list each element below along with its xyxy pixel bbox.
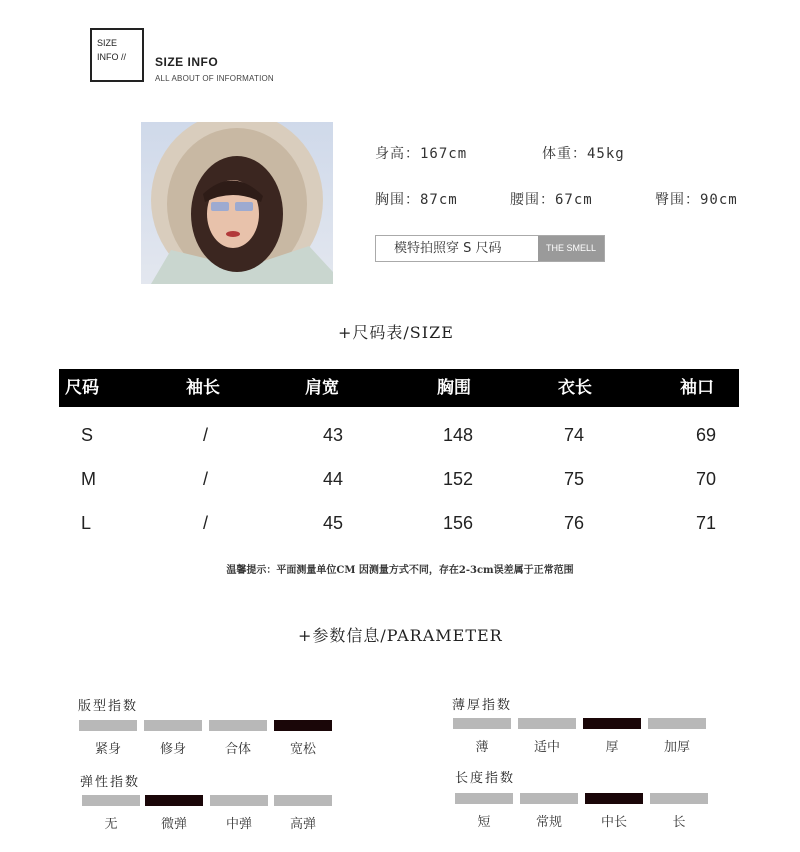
model-size-tag <box>375 235 605 262</box>
length-bar <box>650 793 708 804</box>
thickness-option-label: 厚 <box>605 740 619 755</box>
fit-index-title: 版型指数 <box>78 699 139 714</box>
table-cell: 74 <box>564 425 585 445</box>
brand-label: THE SMELL <box>538 236 604 261</box>
fit-option-label: 宽松 <box>289 742 316 757</box>
length-option-label: 短 <box>477 815 491 830</box>
th-length: 衣长 <box>558 378 592 398</box>
fit-bar <box>209 720 267 731</box>
thickness-bar <box>518 718 576 729</box>
model-height: 身高：167cm <box>375 146 468 162</box>
elasticity-bar <box>210 795 268 806</box>
size-info-logo <box>90 28 144 82</box>
table-cell: 152 <box>443 469 474 489</box>
thickness-bar <box>583 718 641 729</box>
parameter-section-title: +参数信息/PARAMETER <box>298 626 503 645</box>
elasticity-option-label: 中弹 <box>225 817 252 832</box>
thickness-index-title: 薄厚指数 <box>452 698 513 713</box>
th-cuff: 袖口 <box>680 378 714 398</box>
thickness-bar <box>648 718 706 729</box>
fit-option-label: 合体 <box>224 742 251 757</box>
fit-bar <box>144 720 202 731</box>
elasticity-bar <box>82 795 140 806</box>
fit-option-label: 紧身 <box>94 742 121 757</box>
table-cell: 70 <box>696 469 717 489</box>
thickness-option-label: 适中 <box>533 740 560 755</box>
fit-bar <box>274 720 332 731</box>
table-cell: / <box>203 513 209 533</box>
model-size-text: 模特拍照穿 S 尺码 <box>394 241 502 256</box>
elasticity-index-title: 弹性指数 <box>80 775 141 790</box>
fit-option-label: 修身 <box>159 742 186 757</box>
table-cell: 45 <box>323 513 344 533</box>
length-option-label: 常规 <box>535 815 562 830</box>
elasticity-option-label: 微弹 <box>160 817 187 832</box>
table-cell: L <box>81 513 92 533</box>
measurement-note: 温馨提示：平面测量单位CM 因测量方式不同，存在2-3cm误差属于正常范围 <box>226 565 574 576</box>
model-photo <box>141 122 333 284</box>
length-option-label: 长 <box>672 815 686 830</box>
length-option-label: 中长 <box>600 815 627 830</box>
table-cell: 75 <box>564 469 585 489</box>
table-cell: 43 <box>323 425 344 445</box>
elasticity-bar <box>145 795 203 806</box>
table-cell: 71 <box>696 513 717 533</box>
table-cell: 156 <box>443 513 474 533</box>
table-cell: 44 <box>323 469 344 489</box>
model-weight: 体重：45kg <box>542 146 625 162</box>
fit-bar <box>79 720 137 731</box>
length-bar <box>520 793 578 804</box>
table-cell: S <box>81 425 94 445</box>
table-cell: 69 <box>696 425 717 445</box>
table-cell: / <box>203 469 209 489</box>
page-title: SIZE INFO <box>155 55 219 69</box>
page-subtitle: ALL ABOUT OF INFORMATION <box>155 74 274 83</box>
elasticity-option-label: 高弹 <box>289 817 316 832</box>
thickness-bar <box>453 718 511 729</box>
table-cell: M <box>81 469 96 489</box>
length-bar <box>585 793 643 804</box>
elasticity-bar <box>274 795 332 806</box>
logo-line-1: SIZE <box>97 38 118 48</box>
thickness-option-label: 薄 <box>475 740 489 755</box>
model-hip: 臀围：90cm <box>655 192 738 208</box>
th-size: 尺码 <box>65 378 99 398</box>
table-cell: 76 <box>564 513 585 533</box>
elasticity-option-label: 无 <box>104 817 118 832</box>
table-cell: / <box>203 425 209 445</box>
th-sleeve: 袖长 <box>186 378 220 398</box>
model-bust: 胸围：87cm <box>375 192 458 208</box>
size-table-header <box>59 369 739 407</box>
length-bar <box>455 793 513 804</box>
size-section-title: +尺码表/SIZE <box>338 323 454 342</box>
table-cell: 148 <box>443 425 474 445</box>
th-bust: 胸围 <box>437 378 471 398</box>
length-index-title: 长度指数 <box>455 771 516 786</box>
thickness-option-label: 加厚 <box>663 740 690 755</box>
logo-line-2: INFO // <box>97 52 126 62</box>
model-waist: 腰围：67cm <box>510 192 593 208</box>
th-shoulder: 肩宽 <box>305 378 339 398</box>
